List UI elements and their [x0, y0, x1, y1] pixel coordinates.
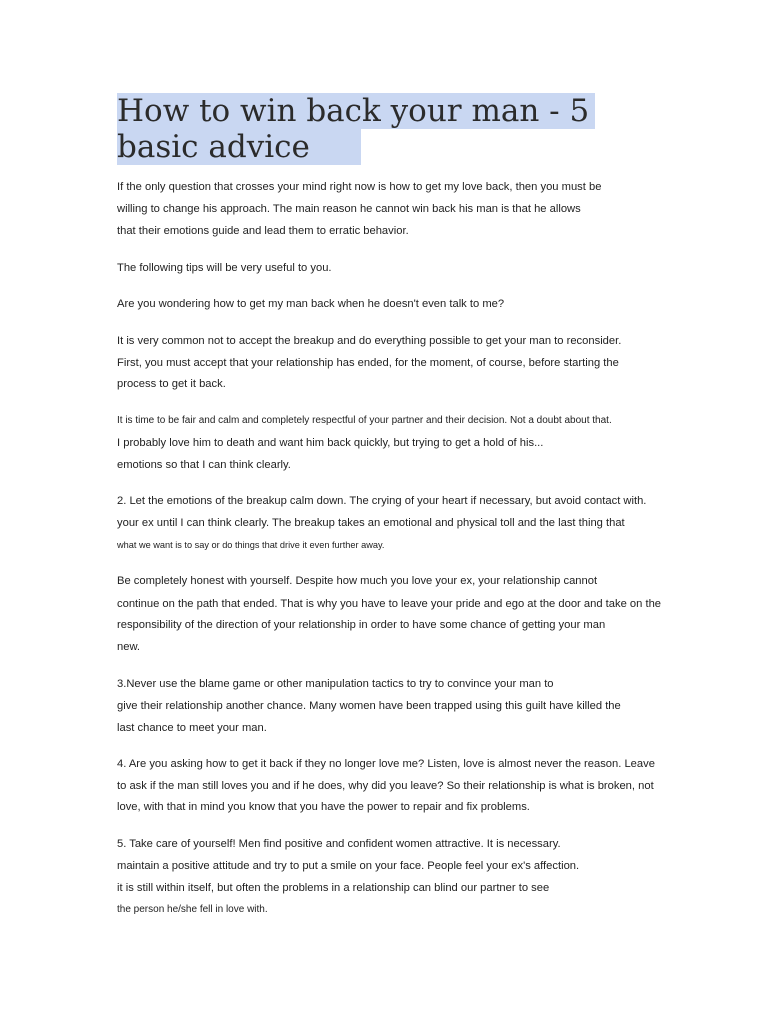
body-line: Be completely honest with yourself. Despite how much you love your ex, your relationship cannot — [117, 575, 598, 587]
body-line: It is time to be fair and calm and completely respectful of your partner and their decision. Not a doubt about that. — [117, 415, 612, 426]
body-line: new. — [117, 641, 141, 653]
body-line: love, with that in mind you know that you have the power to repair and fix problems. — [117, 801, 530, 813]
body-line: willing to change his approach. The main reason he cannot win back his man is that he allows — [117, 203, 581, 215]
body-line: continue on the path that ended. That is why you have to leave your pride and ego at the door and take on the — [117, 598, 662, 610]
body-line: responsibility of the direction of your relationship in order to have some chance of getting your man — [117, 619, 606, 631]
body-line: that their emotions guide and lead them to erratic behavior. — [117, 225, 409, 237]
body-line: the person he/she fell in love with. — [117, 904, 268, 915]
body-line: it is still within itself, but often the problems in a relationship can blind our partner to see — [117, 882, 550, 894]
body-line: First, you must accept that your relationship has ended, for the moment, of course, before starting the — [117, 357, 619, 369]
body-line: give their relationship another chance. Many women have been trapped using this guilt have killed the — [117, 700, 621, 712]
body-line: If the only question that crosses your mind right now is how to get my love back, then you must be — [117, 181, 602, 193]
body-line: to ask if the man still loves you and if he does, why did you leave? So their relationship is what is broken, not — [117, 780, 654, 792]
title-line-2: basic advice — [117, 129, 361, 165]
body-line: 2. Let the emotions of the breakup calm down. The crying of your heart if necessary, but avoid contact with. — [117, 495, 647, 507]
body-line: I probably love him to death and want him back quickly, but trying to get a hold of his... — [117, 437, 544, 449]
body-line: what we want is to say or do things that drive it even further away. — [117, 540, 385, 550]
body-line: your ex until I can think clearly. The breakup takes an emotional and physical toll and the last thing that — [117, 517, 625, 529]
body-line: process to get it back. — [117, 378, 226, 390]
body-line: last chance to meet your man. — [117, 722, 267, 734]
body-line: 5. Take care of yourself! Men find positive and confident women attractive. It is necessary. — [117, 838, 561, 850]
page-title — [117, 93, 595, 165]
body-line: Are you wondering how to get my man back when he doesn't even talk to me? — [117, 298, 505, 310]
title-line-1: How to win back your man - 5 — [117, 93, 595, 129]
body-line: 3.Never use the blame game or other manipulation tactics to try to convince your man to — [117, 678, 554, 690]
body-line: maintain a positive attitude and try to put a smile on your face. People feel your ex's affection. — [117, 860, 580, 872]
body-line: It is very common not to accept the breakup and do everything possible to get your man to reconsider. — [117, 335, 622, 347]
body-line: The following tips will be very useful to you. — [117, 262, 332, 274]
body-line: 4. Are you asking how to get it back if they no longer love me? Listen, love is almost never the reason. Leave — [117, 758, 655, 770]
body-line: emotions so that I can think clearly. — [117, 459, 291, 471]
